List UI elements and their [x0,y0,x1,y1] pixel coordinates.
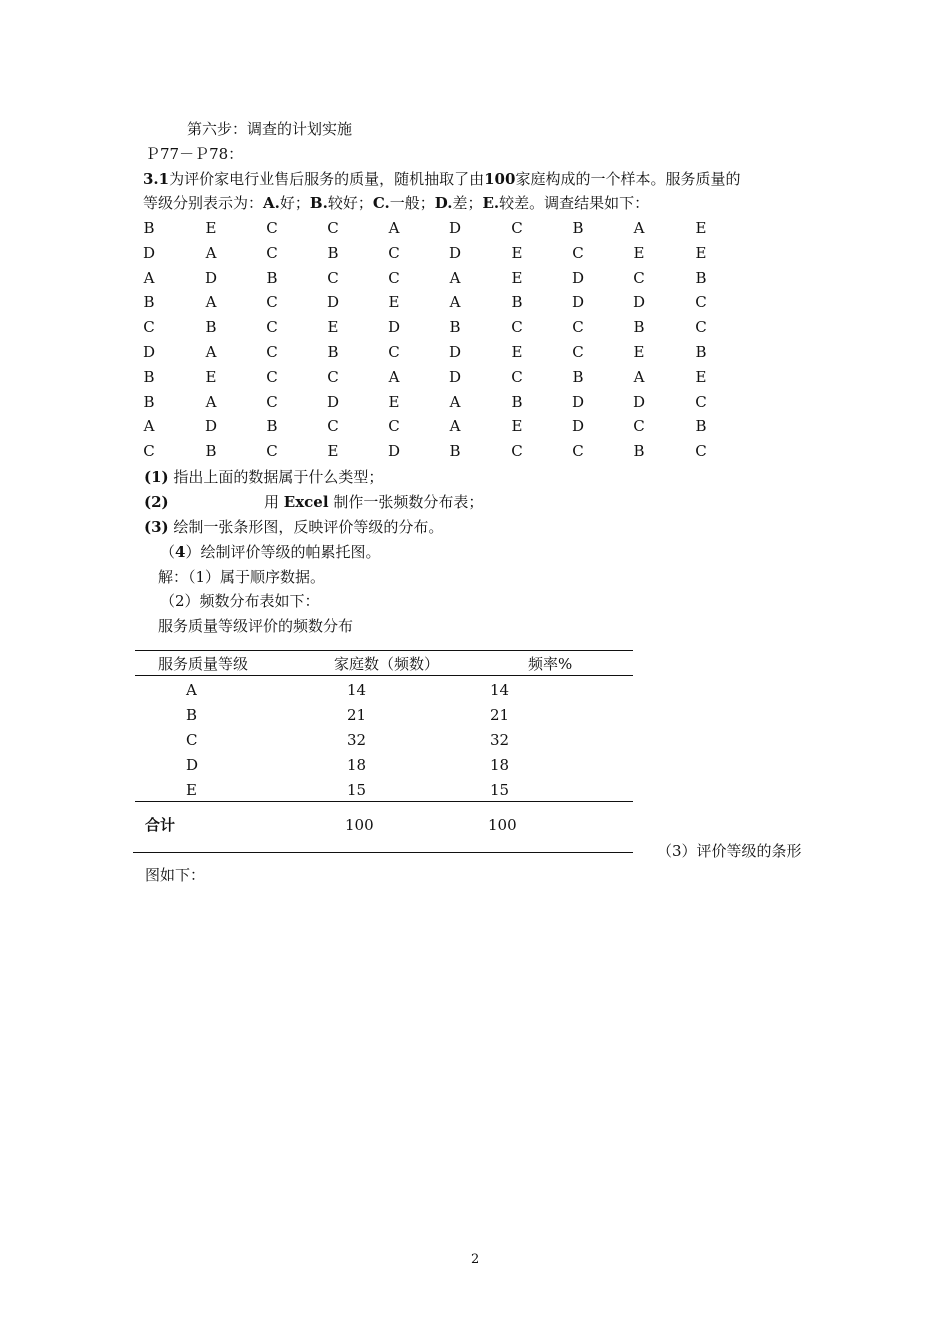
grid-cell: A [633,219,645,237]
page-number: 2 [471,1252,480,1267]
grid-cell: C [572,243,584,262]
grid-cell: B [327,243,339,262]
grid-cell: A [388,367,400,386]
grid-cell: C [572,343,584,361]
grid-cell: B [633,318,645,337]
grid-cell: C [143,442,155,461]
grid-row [143,390,743,415]
grid-cell: C [388,243,400,262]
grid-cell: C [695,293,707,312]
grid-cell: B [511,392,523,411]
grid-cell: E [695,219,707,237]
grid-cell: A [205,293,217,312]
grid-cell: C [388,417,400,436]
grid-cell: D [632,392,646,411]
grid-cell: E [388,293,400,312]
grid-cell: D [448,343,462,361]
grid-cell: A [205,343,217,361]
problem-number: 3.1 [143,170,170,188]
grid-cell: D [204,417,218,436]
table-grade-cell: D [186,756,199,774]
grid-cell: A [205,392,217,411]
grid-cell: E [205,219,217,237]
grid-row [143,290,743,315]
grid-cell: E [511,417,523,436]
level-key: B. [309,194,328,212]
level-key: A. [263,194,280,212]
grid-cell: B [266,268,278,287]
grid-row [143,414,743,439]
grid-cell: C [266,343,278,361]
grid-cell: B [572,367,584,386]
question-2 [144,492,484,512]
question-2-text-b: 制作一张频数分布表； [333,493,484,511]
problem-statement-line2 [143,193,649,213]
grid-cell: C [266,392,278,411]
table-percent-cell: 14 [490,681,510,699]
grid-row [143,340,743,365]
grid-cell: C [511,318,523,337]
grid-cell: E [511,243,523,262]
grid-cell: B [205,318,217,337]
grid-row [143,365,743,390]
table-header-rule [135,675,633,676]
grid-cell: A [143,417,155,436]
table-top-rule [135,650,633,651]
question-4: （4）绘制评价等级的帕累托图。 [160,543,381,561]
table-total-count: 100 [345,816,374,834]
table-title: 服务质量等级评价的频数分布 [158,617,354,635]
grid-cell: D [448,219,462,237]
table-count-cell: 15 [347,781,367,799]
grid-cell: B [449,318,461,337]
level-label: 差； [452,194,483,212]
grid-cell: C [695,442,707,461]
table-grade-cell: A [186,681,197,699]
table-header-cell: 频率% [528,655,573,673]
grid-cell: C [327,268,339,287]
question-1-text: 指出上面的数据属于什么类型； [173,468,384,486]
grid-cell: B [572,219,584,237]
table-bottom-rule [133,852,633,853]
grid-cell: C [327,219,339,237]
grid-cell: D [571,417,585,436]
grid-cell: D [387,318,401,337]
grid-cell: E [633,343,645,361]
level-key: C. [372,194,390,212]
table-percent-cell: 32 [490,731,510,749]
grid-cell: B [205,442,217,461]
grid-cell: C [266,293,278,312]
level-key: D. [434,194,453,212]
grid-cell: C [511,219,523,237]
grid-cell: B [695,417,707,436]
grid-cell: D [571,293,585,312]
solution-part-3-continued: 图如下： [145,866,206,884]
table-percent-cell: 21 [490,706,510,724]
grid-cell: D [204,268,218,287]
grid-cell: D [326,392,340,411]
grid-cell: A [449,293,461,312]
grid-cell: B [266,417,278,436]
grid-cell: C [572,442,584,461]
grid-cell: A [388,219,400,237]
levels-intro: 等级分别表示为： [143,194,264,212]
page-reference: Ｐ77－Ｐ78： [145,145,244,163]
level-label: 较好； [327,194,373,212]
table-header-cell: 家庭数（频数） [334,655,440,673]
grid-cell: D [571,268,585,287]
question-1 [144,467,383,487]
grid-cell: E [205,367,217,386]
solution-part-3: （3）评价等级的条形 [657,842,802,860]
table-grade-cell: E [186,781,197,799]
table-total-rule [135,801,633,802]
solution-part-2: （2）频数分布表如下： [160,592,320,610]
grid-cell: C [327,367,339,386]
grid-cell: A [449,417,461,436]
grid-cell: C [633,268,645,287]
question-4-text: ）绘制评价等级的帕累托图。 [185,543,381,561]
grid-cell: E [511,343,523,361]
grid-cell: B [511,293,523,312]
grid-row [143,266,743,291]
grid-cell: D [142,343,156,361]
grid-cell: D [142,243,156,262]
grid-cell: C [695,392,707,411]
table-total-label: 合计 [145,816,176,834]
excel-term: Excel [283,493,329,511]
table-header-cell: 服务质量等级 [158,655,249,673]
grid-cell: C [266,442,278,461]
grid-cell: C [633,417,645,436]
grid-cell: D [448,367,462,386]
grid-cell: C [266,243,278,262]
grid-cell: C [143,318,155,337]
grid-cell: B [327,343,339,361]
table-percent-cell: 15 [490,781,510,799]
grid-cell: C [572,318,584,337]
grid-cell: E [511,268,523,287]
problem-statement-line1 [143,169,740,189]
levels-outro: 调查结果如下： [544,194,650,212]
grid-cell: B [143,367,155,386]
level-label: 好； [279,194,310,212]
table-count-cell: 18 [347,756,367,774]
grid-cell: B [449,442,461,461]
grid-cell: C [695,318,707,337]
question-3-number: (3) [144,518,169,536]
grid-cell: C [388,268,400,287]
table-grade-cell: B [186,706,198,724]
step-heading: 第六步：调查的计划实施 [187,120,353,138]
grid-cell: C [511,442,523,461]
grid-cell: C [388,343,400,361]
question-3 [144,517,443,537]
question-2-number: (2) [144,493,169,511]
question-4-number: 4 [175,543,186,561]
table-count-cell: 21 [347,706,367,724]
grid-cell: B [143,219,155,237]
table-total-percent: 100 [488,816,517,834]
grid-row [143,315,743,340]
grid-cell: C [327,417,339,436]
grid-cell: D [326,293,340,312]
grid-cell: C [266,318,278,337]
question-3-text: 绘制一张条形图，反映评价等级的分布。 [173,518,444,536]
table-count-cell: 14 [347,681,367,699]
grid-row [143,216,743,241]
grid-cell: E [695,367,707,386]
level-key: E. [482,194,500,212]
grid-cell: B [695,343,707,361]
grid-cell: E [695,243,707,262]
grid-cell: B [633,442,645,461]
question-1-number: (1) [144,468,169,486]
grid-row [143,241,743,266]
grid-cell: A [449,268,461,287]
grid-cell: C [266,367,278,386]
problem-text-b: 家庭构成的一个样本。服务质量的 [515,170,741,188]
grid-cell: B [695,268,707,287]
grid-cell: B [143,392,155,411]
solution-part-1: 解：（1）属于顺序数据。 [158,568,326,586]
grid-cell: D [448,243,462,262]
level-label: 一般； [389,194,435,212]
grid-cell: D [387,442,401,461]
problem-text-a: 为评价家电行业售后服务的质量，随机抽取了由 [169,170,485,188]
grid-cell: D [571,392,585,411]
grid-cell: A [205,243,217,262]
grid-cell: D [632,293,646,312]
grid-row [143,439,743,464]
grid-cell: C [511,367,523,386]
grid-cell: A [633,367,645,386]
table-count-cell: 32 [347,731,367,749]
grid-cell: E [388,392,400,411]
sample-size: 100 [484,170,516,188]
grid-cell: B [143,293,155,312]
grid-cell: E [327,442,339,461]
level-label: 较差。 [499,194,545,212]
grid-cell: E [633,243,645,262]
table-percent-cell: 18 [490,756,510,774]
table-grade-cell: C [186,731,198,749]
grid-cell: A [449,392,461,411]
grid-cell: E [327,318,339,337]
grid-cell: C [266,219,278,237]
question-2-text-a: 用 [264,493,280,511]
grid-cell: A [143,268,155,287]
